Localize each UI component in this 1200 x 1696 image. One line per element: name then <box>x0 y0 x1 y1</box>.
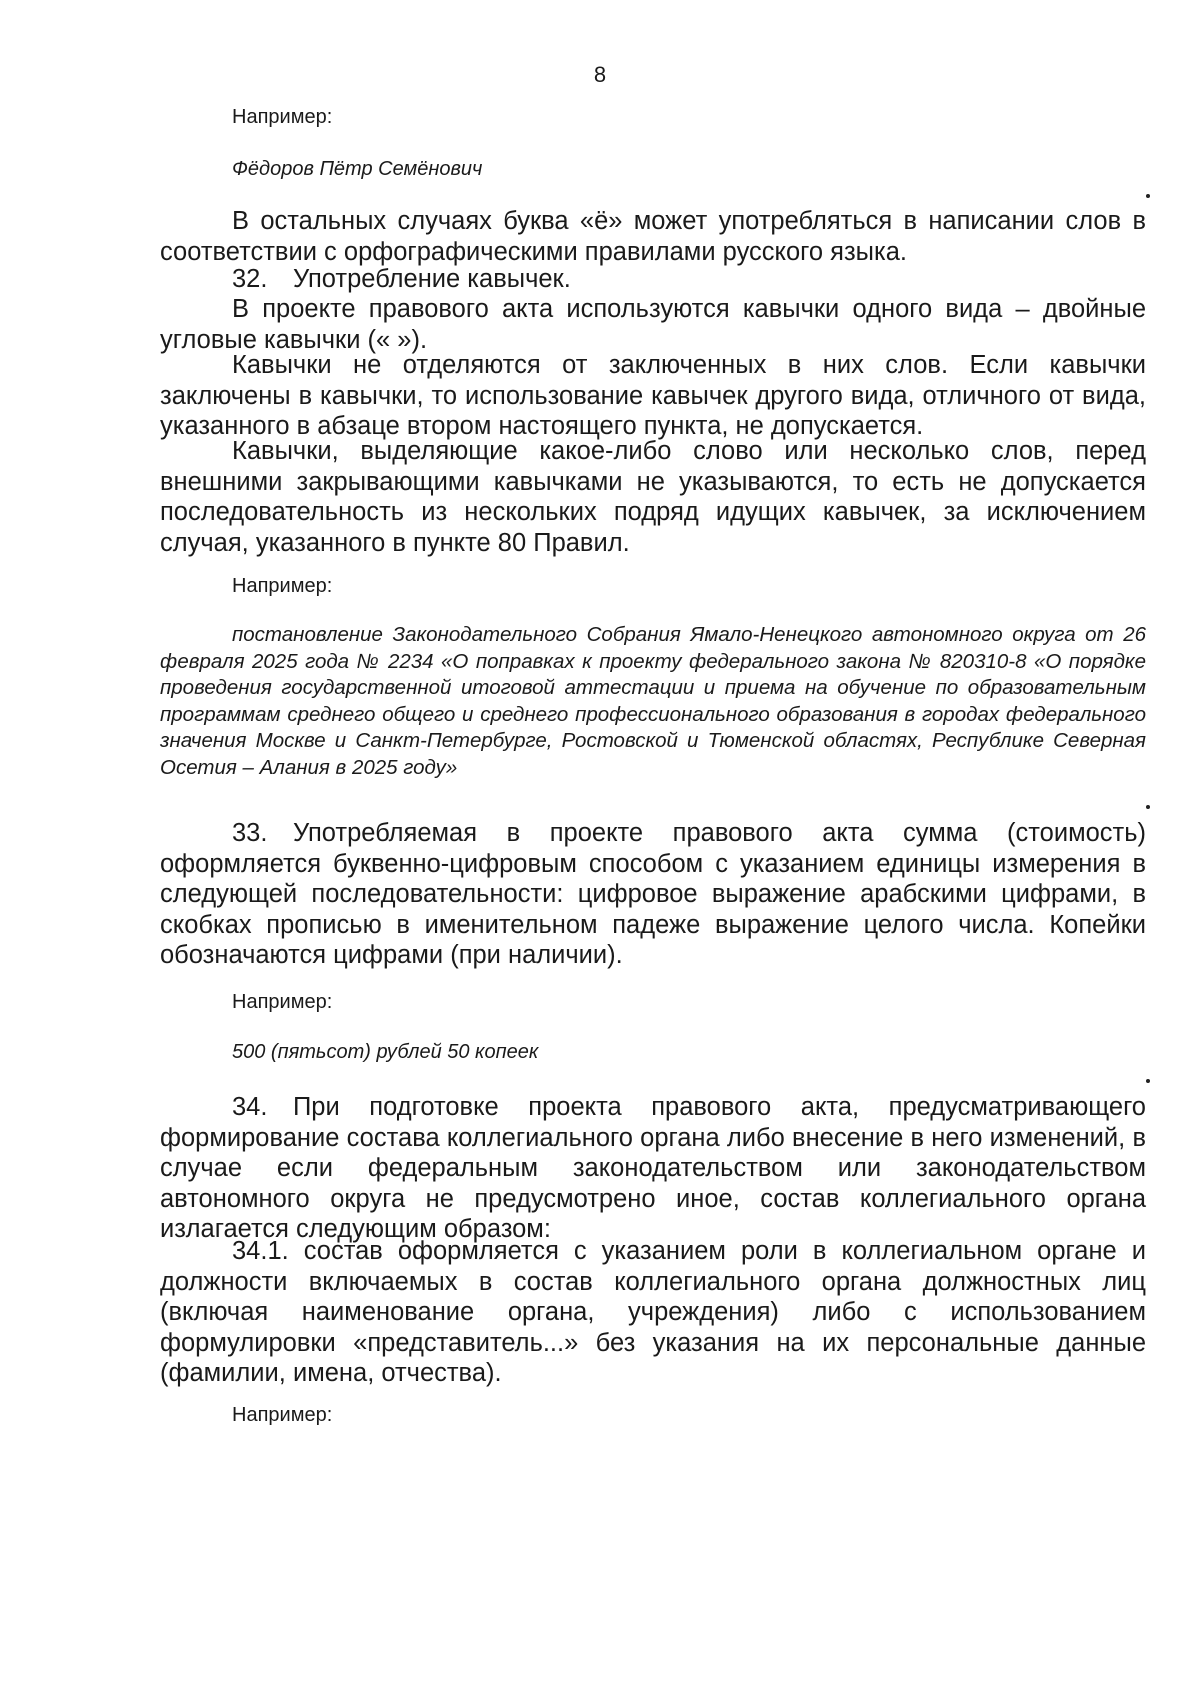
item-32-paragraph-3: Кавычки, выделяющие какое-либо слово или несколько слов, перед внешними закрывающими кавычками не указываются, то есть не допускается последовательность из нескольких подряд идущих кавычек, за исключением случая, указанного в пункте 80 Правил. <box>160 437 1146 557</box>
paragraph-mark <box>1146 1079 1150 1083</box>
page-number: 8 <box>593 62 607 87</box>
example-resolution-text: постановление Законодательного Собрания Ямало-Ненецкого автономного округа от 26 февраля 2025 года № 2234 «О поправках к проекту федерального закона № 820310-8 «О порядке проведения государственной итоговой аттестации и приема на обучение по образовательным программам среднего общего и среднего профессионального образования в городах федерального значения Москве и Санкт-Петербурге, Ростовской и Тюменской областях, Республике Северная Осетия – Алания в 2025 году» <box>160 623 1146 779</box>
item-34-1: 34.1. состав оформляется с указанием роли в коллегиальном органе и должности включаемых в состав коллегиального органа должностных лиц (включая наименование органа, учреждения) либо с использованием формулировки «представитель...» без указания на их персональные данные (фамилии, имена, отчества). <box>160 1237 1146 1387</box>
paragraph-yo-usage: В остальных случаях буква «ё» может употребляться в написании слов в соответствии с орфографическими правилами русского языка. <box>160 207 1146 266</box>
paragraph-mark <box>1146 194 1150 198</box>
paragraph-mark <box>1146 805 1150 809</box>
example-name: Фёдоров Пётр Семёнович <box>232 158 483 180</box>
example-label: Например: <box>232 1404 333 1426</box>
example-label: Например: <box>232 575 333 597</box>
item-33: 33. Употребляемая в проекте правового акта сумма (стоимость) оформляется буквенно-цифровым способом с указанием единицы измерения в следующей последовательности: цифровое выражение арабскими цифрами, в скобках прописью в именительном падеже выражение целого числа. Копейки обозначаются цифрами (при наличии). <box>160 819 1146 969</box>
example-label: Например: <box>232 991 333 1013</box>
item-32-paragraph-1: В проекте правового акта используются кавычки одного вида – двойные угловые кавычки (« »). <box>160 295 1146 354</box>
example-sum: 500 (пятьсот) рублей 50 копеек <box>232 1041 539 1063</box>
example-label: Например: <box>232 106 333 128</box>
item-34: 34. При подготовке проекта правового акта, предусматривающего формирование состава коллегиального органа либо внесение в него изменений, в случае если федеральным законодательством или законодательством автономного округа не предусмотрено иное, состав коллегиального органа излагается следующим образом: <box>160 1093 1146 1243</box>
item-32-heading: 32. Употребление кавычек. <box>232 265 571 293</box>
item-32-paragraph-2: Кавычки не отделяются от заключенных в них слов. Если кавычки заключены в кавычки, то использование кавычек другого вида, отличного от вида, указанного в абзаце втором настоящего пункта, не допускается. <box>160 351 1146 440</box>
example-resolution <box>160 622 1146 781</box>
